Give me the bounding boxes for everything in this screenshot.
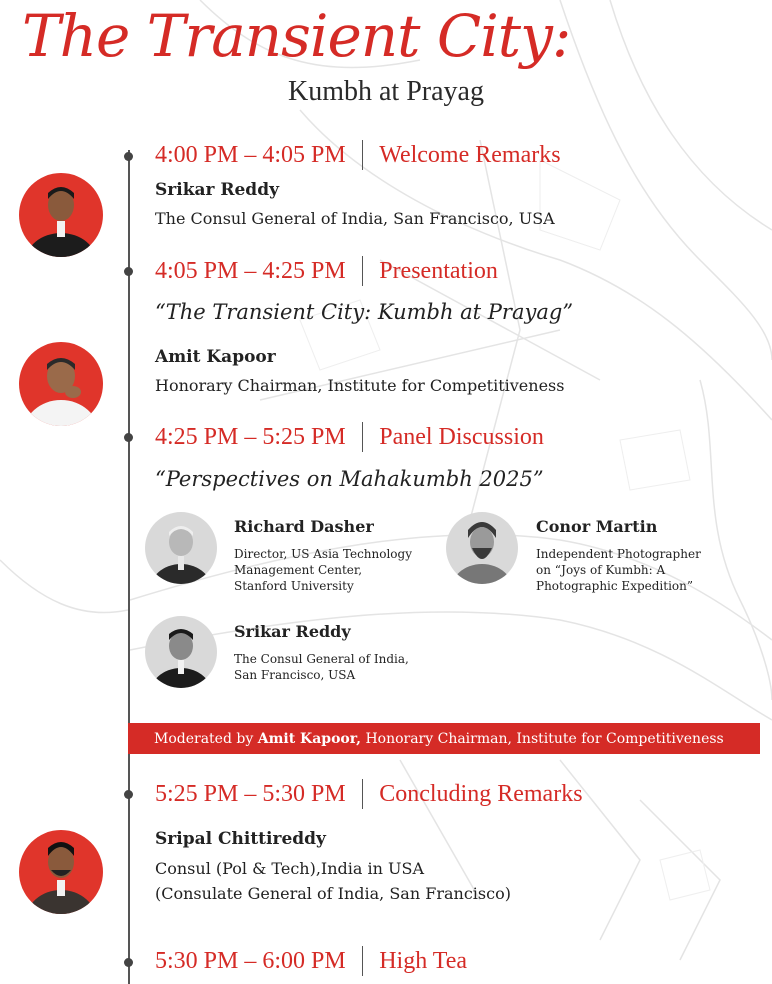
panelist-role: Independent Photographer (536, 547, 701, 561)
page-subtitle: Kumbh at Prayag (288, 76, 484, 107)
session-label: Presentation (379, 257, 498, 284)
timeline-dot (124, 433, 133, 442)
session-time-row (155, 946, 467, 976)
session-time: 5:25 PM – 5:30 PM (155, 780, 346, 807)
speaker-name: Amit Kapoor (155, 347, 276, 367)
speaker-avatar (19, 342, 103, 426)
panelist-name: Srikar Reddy (234, 622, 351, 641)
separator (362, 140, 364, 170)
person-icon (19, 830, 103, 914)
session-label: Concluding Remarks (379, 780, 583, 807)
moderator-role: Honorary Chairman, Institute for Competitiveness (365, 730, 724, 747)
moderator-prefix: Moderated by (154, 730, 254, 747)
timeline-dot (124, 958, 133, 967)
moderator-banner (128, 723, 760, 754)
timeline-dot (124, 152, 133, 161)
speaker-role: Honorary Chairman, Institute for Competitiveness (155, 376, 565, 395)
talk-title: “Perspectives on Mahakumbh 2025” (155, 467, 544, 491)
speaker-name: Srikar Reddy (155, 180, 279, 200)
panelist-role: San Francisco, USA (234, 668, 356, 682)
panelist-role: Director, US Asia Technology (234, 547, 412, 561)
speaker-avatar (19, 830, 103, 914)
panelist-role: The Consul General of India, (234, 652, 409, 666)
session-time-row (155, 422, 544, 452)
person-icon (145, 512, 217, 584)
page-title: The Transient City: (22, 2, 571, 70)
session-time: 4:00 PM – 4:05 PM (155, 141, 346, 168)
session-label: Welcome Remarks (379, 141, 561, 168)
speaker-avatar (19, 173, 103, 257)
panelist-avatar (145, 616, 217, 688)
timeline-dot (124, 790, 133, 799)
session-time: 4:05 PM – 4:25 PM (155, 257, 346, 284)
speaker-role: (Consulate General of India, San Francisco) (155, 884, 511, 903)
separator (362, 256, 364, 286)
panelist-avatar (145, 512, 217, 584)
speaker-role: Consul (Pol & Tech),India in USA (155, 859, 425, 878)
session-time: 5:30 PM – 6:00 PM (155, 947, 346, 974)
person-icon (446, 512, 518, 584)
separator (362, 946, 364, 976)
speaker-role: The Consul General of India, San Francisco, USA (155, 209, 555, 228)
panelist-role: Stanford University (234, 579, 354, 593)
person-icon (19, 342, 103, 426)
talk-title: “The Transient City: Kumbh at Prayag” (155, 300, 574, 324)
session-label: High Tea (379, 947, 468, 974)
session-time-row (155, 779, 583, 809)
speaker-name: Sripal Chittireddy (155, 829, 326, 849)
panelist-name: Richard Dasher (234, 517, 374, 536)
person-icon (145, 616, 217, 688)
session-label: Panel Discussion (379, 423, 544, 450)
session-time-row (155, 256, 498, 286)
separator (362, 779, 364, 809)
separator (362, 422, 364, 452)
timeline-dot (124, 267, 133, 276)
panelist-role: on “Joys of Kumbh: A (536, 563, 666, 577)
person-icon (19, 173, 103, 257)
session-time-row (155, 140, 561, 170)
panelist-name: Conor Martin (536, 517, 658, 536)
panelist-avatar (446, 512, 518, 584)
session-time: 4:25 PM – 5:25 PM (155, 423, 346, 450)
panelist-role: Photographic Expedition” (536, 579, 694, 593)
panelist-role: Management Center, (234, 563, 363, 577)
moderator-name: Amit Kapoor, (257, 730, 361, 747)
